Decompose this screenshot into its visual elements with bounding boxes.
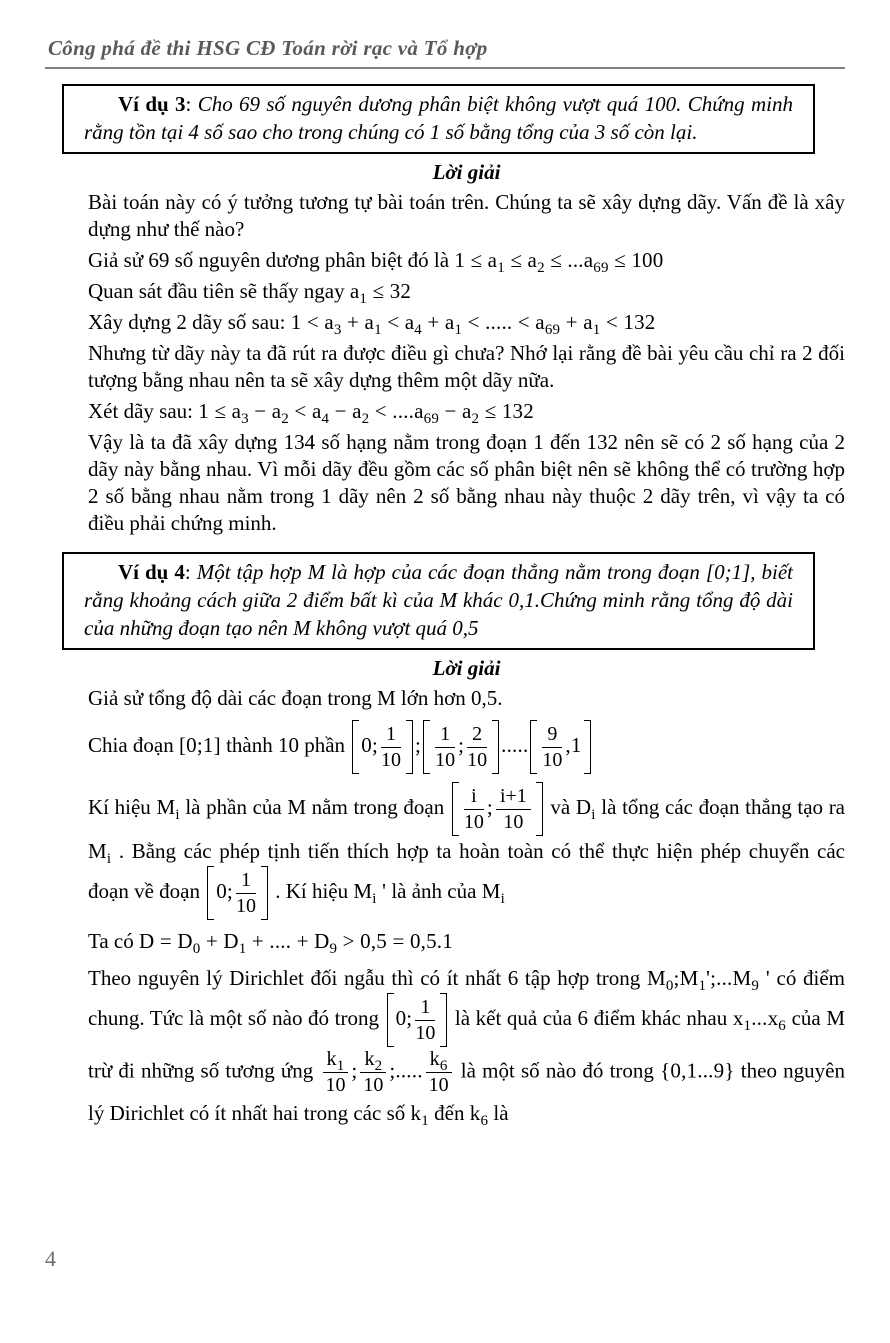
paragraph bbox=[88, 189, 845, 243]
subscript: 1 bbox=[454, 322, 463, 339]
math-run: ... bbox=[751, 1005, 768, 1030]
math-run: ..... bbox=[501, 732, 529, 757]
math-subscript: $M_0$ bbox=[646, 966, 674, 995]
math-run: ; bbox=[415, 732, 422, 757]
left-bracket-icon bbox=[207, 866, 214, 920]
example-statement: Cho 69 số nguyên dương phân biệt không vượt quá 100. Chứng minh rằng tồn tại 4 số sao cho trong chúng có 1 số bằng tổng của 3 số còn lại. bbox=[84, 92, 793, 144]
fraction bbox=[542, 723, 562, 772]
text-run: của M trừ đi những số tương ứng bbox=[88, 1005, 845, 1083]
fraction bbox=[435, 723, 455, 772]
example-label: Ví dụ 3 bbox=[118, 92, 186, 116]
fraction bbox=[496, 785, 531, 834]
subscript: i bbox=[175, 807, 180, 823]
fraction-numerator bbox=[236, 869, 256, 894]
text-run: 1 bbox=[440, 722, 451, 745]
paragraph bbox=[88, 340, 845, 394]
math-run: 0; bbox=[361, 732, 379, 757]
right-bracket-icon bbox=[584, 720, 591, 774]
math-run: ';... bbox=[706, 966, 733, 990]
math-subscript: $a_2$ bbox=[271, 399, 289, 428]
fraction-denominator bbox=[415, 1021, 435, 1045]
left-bracket-icon bbox=[423, 720, 430, 774]
math-subscript: $k_1$ bbox=[326, 1048, 345, 1074]
right-bracket-icon bbox=[492, 720, 499, 774]
subscript: 2 bbox=[537, 260, 545, 277]
subscript: 2 bbox=[471, 411, 480, 428]
text-run: Vậy là ta đã xây dựng 134 số hạng nằm trong đoạn 1 đến 132 nên sẽ có 2 số hạng của 2 dãy này bằng nhau. Vì mỗi dãy đều gồm các số phân biệt nên sẽ không thể có trường hợp 2 số bằng nhau nằm trong 1 dãy nên 2 số bằng nhau này thuộc 2 dãy trên, vì vậy ta có điều phải chứng minh. bbox=[88, 430, 845, 535]
text-run: là tổng các đoạn thẳng tạo ra bbox=[595, 794, 846, 819]
math-subscript: $D_0$ bbox=[177, 929, 201, 958]
fraction-denominator bbox=[496, 810, 531, 834]
text-run: là kết quả của 6 điểm khác nhau bbox=[449, 1005, 733, 1030]
fraction-numerator bbox=[542, 723, 562, 748]
subscript: 1 bbox=[698, 978, 707, 995]
fraction-numerator bbox=[467, 723, 487, 748]
math-subscript: $D_i$ bbox=[575, 794, 596, 823]
math-subscript: $M_i$ bbox=[353, 878, 377, 907]
math-run: D = bbox=[139, 929, 178, 953]
text-run: 10 bbox=[363, 1074, 384, 1096]
fraction-denominator bbox=[435, 748, 455, 772]
math-run: + .... + bbox=[246, 929, 315, 953]
text-run: 10 bbox=[325, 1074, 346, 1096]
subscript: 1 bbox=[359, 291, 368, 308]
math-run: ≤ ... bbox=[544, 248, 584, 272]
math-run: + bbox=[421, 310, 445, 334]
subscript: 3 bbox=[333, 322, 342, 339]
text-run: Kí hiệu bbox=[88, 794, 157, 819]
fraction bbox=[323, 1048, 349, 1097]
left-bracket-icon bbox=[452, 782, 459, 836]
subscript: i bbox=[500, 891, 505, 907]
subscript: 6 bbox=[480, 1113, 489, 1130]
text-run: 10 bbox=[415, 1021, 436, 1044]
example-separator: : bbox=[185, 92, 198, 116]
text-run: 10 bbox=[435, 748, 456, 771]
math-run: < .... bbox=[369, 399, 415, 423]
subscript: 69 bbox=[423, 411, 440, 428]
fraction bbox=[467, 723, 487, 772]
text-run: . Bằng các phép tịnh tiến thích hợp ta hoàn toàn có thể thực hiện phép chuyển các đoạn về đoạn bbox=[88, 839, 845, 903]
fraction bbox=[426, 1048, 452, 1097]
math-run: ; bbox=[458, 732, 465, 757]
text-run: Quan sát đầu tiên sẽ thấy ngay bbox=[88, 279, 350, 303]
math-run: [0;1] bbox=[178, 732, 221, 757]
subscript: 1 bbox=[592, 322, 601, 339]
subscript: 1 bbox=[336, 1058, 345, 1074]
math-subscript: $a_2$ bbox=[352, 399, 370, 428]
text-run: Giả sử 69 số nguyên dương phân biệt đó là bbox=[88, 248, 455, 272]
fraction-numerator bbox=[496, 785, 531, 810]
header-title: Công phá đề thi HSG CĐ Toán rời rạc và Tổ hợp bbox=[48, 36, 488, 60]
text-run: là bbox=[488, 1101, 509, 1125]
math-subscript: $k_2$ bbox=[364, 1048, 383, 1074]
fraction-numerator bbox=[464, 785, 484, 810]
subscript: 0 bbox=[192, 941, 201, 958]
text-run: là ảnh của bbox=[386, 878, 482, 903]
math-run: ≤ 100 bbox=[608, 248, 664, 272]
math-run: ,1 bbox=[565, 732, 582, 757]
text-run: 10 bbox=[467, 748, 488, 771]
example-statement: Một tập hợp M là hợp của các đoạn thẳng nằm trong đoạn [0;1], biết rằng khoảng cách giữa 2 điểm bất kì của M khác 0,1.Chứng minh rằng tổng độ dài của những đoạn tạo nên M không vượt quá 0,5 bbox=[84, 560, 793, 640]
math-run: ; bbox=[673, 966, 680, 990]
right-bracket-icon bbox=[536, 782, 543, 836]
fraction-denominator bbox=[464, 810, 484, 834]
math-subscript: $M_i$ bbox=[481, 878, 505, 907]
math-subscript: $M_1$ bbox=[679, 966, 707, 995]
text-run: có điểm chung. Tức là một số nào đó trong bbox=[88, 966, 846, 1030]
math-run: < bbox=[381, 310, 405, 334]
right-bracket-icon bbox=[261, 866, 268, 920]
subscript: 69 bbox=[544, 322, 561, 339]
math-subscript: $a_1$ bbox=[583, 310, 601, 339]
text-run: 1 bbox=[420, 995, 431, 1018]
paragraph bbox=[88, 429, 845, 537]
math-subscript: $a_{69}$ bbox=[414, 399, 440, 428]
paragraph bbox=[88, 398, 845, 428]
math-run: 0; bbox=[216, 878, 233, 903]
fraction-numerator bbox=[381, 723, 401, 748]
subscript: 1 bbox=[238, 941, 247, 958]
paragraph bbox=[88, 309, 845, 339]
math-subscript: $a_1$ bbox=[487, 248, 505, 277]
text-run: Bài toán này có ý tưởng tương tự bài toán trên. Chúng ta sẽ xây dựng dãy. Vấn đề là xây dựng như thế nào? bbox=[88, 190, 845, 241]
right-bracket-icon bbox=[440, 993, 447, 1047]
text-run: 10 bbox=[428, 1074, 449, 1096]
fraction-denominator bbox=[426, 1073, 452, 1097]
subscript: 6 bbox=[439, 1058, 448, 1074]
math-run: ; bbox=[351, 1058, 358, 1083]
subscript: 69 bbox=[593, 260, 609, 277]
subscript: 2 bbox=[361, 411, 370, 428]
header-rule bbox=[45, 67, 845, 69]
math-run: + bbox=[560, 310, 584, 334]
text-run: 1 bbox=[386, 722, 397, 745]
math-run: − bbox=[439, 399, 462, 423]
math-run: ;..... bbox=[389, 1058, 423, 1083]
document-body bbox=[0, 84, 890, 1128]
paragraph bbox=[88, 928, 845, 958]
text-run: là một số nào đó trong bbox=[454, 1058, 661, 1083]
math-subscript: $a_2$ bbox=[462, 399, 480, 428]
math-run: ' bbox=[376, 878, 387, 903]
math-subscript: $a_1$ bbox=[444, 310, 463, 339]
left-bracket-icon bbox=[352, 720, 359, 774]
text-run: 10 bbox=[381, 748, 402, 771]
math-run: ≤ 32 bbox=[367, 279, 412, 303]
text-run: Xét dãy sau: bbox=[88, 399, 199, 423]
math-run: < ..... < bbox=[462, 310, 536, 334]
fraction bbox=[360, 1048, 386, 1097]
math-subscript: $a_{69}$ bbox=[535, 310, 561, 339]
fraction-numerator bbox=[415, 996, 435, 1021]
text-run: thành 10 phần bbox=[220, 732, 351, 757]
subscript: 1 bbox=[497, 260, 505, 277]
subscript: 2 bbox=[281, 411, 289, 428]
math-subscript: $D_9$ bbox=[314, 929, 338, 958]
math-run: + bbox=[200, 929, 224, 953]
math-subscript: $a_2$ bbox=[527, 248, 545, 277]
fraction-numerator bbox=[426, 1048, 452, 1073]
fraction bbox=[381, 723, 401, 772]
math-subscript: $a_{69}$ bbox=[583, 248, 609, 277]
text-run: i bbox=[471, 784, 477, 807]
text-run: và bbox=[544, 794, 576, 819]
math-run: > 0,5 = 0,5.1 bbox=[337, 929, 453, 953]
example-box-4 bbox=[62, 552, 815, 650]
text-run: 10 bbox=[463, 810, 484, 833]
right-bracket-icon bbox=[406, 720, 413, 774]
example-box-3 bbox=[62, 84, 815, 154]
math-run: 1 ≤ bbox=[454, 248, 488, 272]
paragraph bbox=[88, 685, 845, 712]
fraction bbox=[464, 785, 484, 834]
fraction-denominator bbox=[542, 748, 562, 772]
math-run: ≤ 132 bbox=[479, 399, 534, 423]
text-run: theo nguyên lý Dirichlet có ít nhất hai trong các số bbox=[88, 1058, 845, 1125]
paragraph bbox=[88, 278, 845, 308]
text-run: 9 bbox=[547, 722, 558, 745]
paragraph bbox=[88, 782, 845, 920]
math-run: − bbox=[329, 399, 353, 423]
math-subscript: $M_9$ bbox=[732, 966, 760, 995]
subscript: 2 bbox=[374, 1058, 383, 1074]
fraction-numerator bbox=[435, 723, 455, 748]
solution-heading: Lời giải bbox=[432, 160, 501, 184]
text-run: . Kí hiệu bbox=[269, 878, 354, 903]
fraction-numerator bbox=[323, 1048, 349, 1073]
math-subscript: $D_1$ bbox=[223, 929, 247, 958]
text-run: 10 bbox=[503, 810, 524, 833]
text-run: Nhưng từ dãy này ta đã rút ra được điều gì chưa? Nhớ lại rằng đề bài yêu cầu chỉ ra 2 đối tượng bằng nhau nên ta sẽ xây dựng thêm một dãy nữa. bbox=[88, 341, 845, 392]
math-run: ' bbox=[759, 966, 770, 990]
fraction bbox=[415, 996, 435, 1045]
paragraph bbox=[88, 720, 845, 774]
fraction-denominator bbox=[323, 1073, 349, 1097]
subscript: 0 bbox=[665, 978, 674, 995]
subscript: i bbox=[106, 851, 112, 868]
math-subscript: $k_6$ bbox=[429, 1048, 448, 1074]
paragraph bbox=[88, 247, 845, 277]
subscript: 4 bbox=[321, 411, 330, 428]
math-run: < bbox=[288, 399, 312, 423]
fraction bbox=[236, 869, 256, 918]
page-number: 4 bbox=[45, 1246, 56, 1271]
math-subscript: $a_4$ bbox=[311, 399, 330, 428]
math-run: {0,1...9} bbox=[660, 1058, 735, 1083]
math-run: − bbox=[248, 399, 272, 423]
math-subscript: $a_3$ bbox=[231, 399, 249, 428]
fraction-denominator bbox=[360, 1073, 386, 1097]
subscript: 4 bbox=[414, 322, 422, 339]
math-subscript: $M_i$ bbox=[88, 839, 112, 868]
math-subscript: $a_1$ bbox=[349, 279, 368, 308]
solution-heading: Lời giải bbox=[432, 656, 501, 680]
text-run: đến bbox=[428, 1101, 470, 1125]
subscript: 1 bbox=[743, 1018, 752, 1034]
subscript: 3 bbox=[241, 411, 249, 428]
fraction-denominator bbox=[381, 748, 401, 772]
math-run: 0; bbox=[395, 1005, 413, 1030]
math-run: 1 ≤ bbox=[198, 399, 232, 423]
text-run: Giả sử tổng độ dài các đoạn trong M lớn hơn 0,5. bbox=[88, 686, 503, 710]
example-label: Ví dụ 4 bbox=[118, 560, 185, 584]
text-run: 10 bbox=[235, 894, 256, 917]
math-subscript: $k_6$ bbox=[469, 1101, 489, 1130]
subscript: i bbox=[372, 891, 377, 907]
math-run: 1 < bbox=[290, 310, 325, 334]
text-run: Theo nguyên lý Dirichlet đối ngẫu thì có ít nhất 6 tập hợp trong bbox=[88, 966, 647, 990]
math-subscript: $x_6$ bbox=[767, 1005, 786, 1034]
math-subscript: $a_3$ bbox=[324, 310, 342, 339]
math-run: ≤ bbox=[504, 248, 528, 272]
math-run: ; bbox=[486, 794, 493, 819]
fraction-denominator bbox=[236, 894, 256, 918]
fraction-denominator bbox=[467, 748, 487, 772]
math-subscript: $a_4$ bbox=[404, 310, 422, 339]
subscript: 6 bbox=[778, 1018, 786, 1034]
text-run: Xây dựng 2 dãy số sau: bbox=[88, 310, 291, 334]
math-run: < 132 bbox=[600, 310, 656, 334]
subscript: i bbox=[591, 807, 596, 823]
text-run: 2 bbox=[472, 722, 483, 745]
subscript: 9 bbox=[329, 941, 338, 958]
math-subscript: $M_i$ bbox=[156, 794, 180, 823]
math-subscript: $x_1$ bbox=[732, 1005, 752, 1034]
example-separator: : bbox=[184, 560, 197, 584]
text-run: 1 bbox=[240, 868, 251, 891]
text-run: 10 bbox=[542, 748, 563, 771]
left-bracket-icon bbox=[530, 720, 537, 774]
math-run: + bbox=[341, 310, 365, 334]
left-bracket-icon bbox=[387, 993, 394, 1047]
text-run: là phần của M nằm trong đoạn bbox=[179, 794, 450, 819]
math-subscript: $k_1$ bbox=[410, 1101, 429, 1130]
paragraph bbox=[88, 963, 845, 1128]
subscript: 1 bbox=[374, 322, 382, 339]
text-run: Chia đoạn bbox=[88, 732, 179, 757]
math-subscript: $a_1$ bbox=[364, 310, 382, 339]
subscript: 1 bbox=[421, 1113, 429, 1130]
subscript: 9 bbox=[751, 978, 760, 995]
text-run: i+1 bbox=[499, 784, 527, 807]
fraction-numerator bbox=[360, 1048, 386, 1073]
text-run: Ta có bbox=[88, 929, 140, 953]
